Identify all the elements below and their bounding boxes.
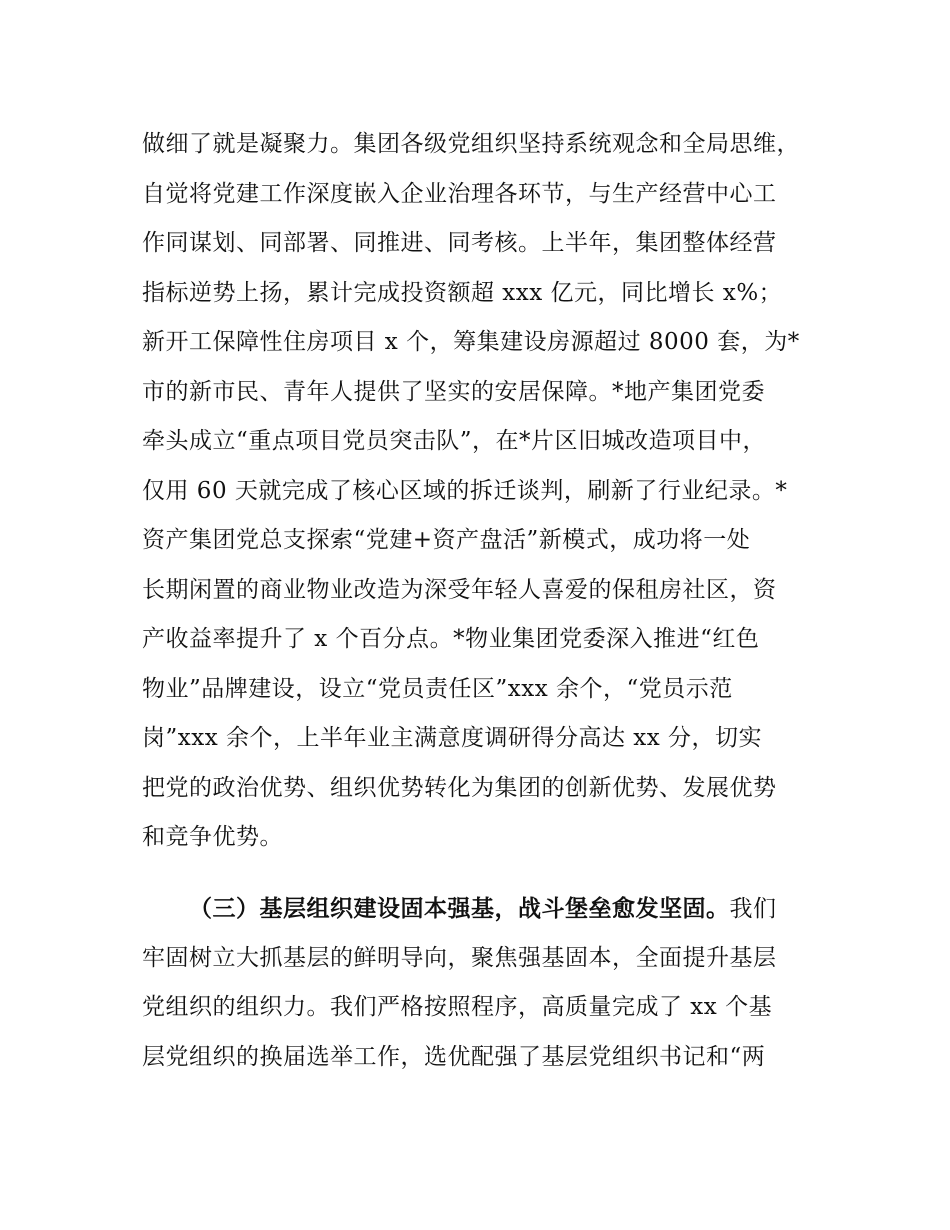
text-line: 党组织的组织力。我们严格按照程序，高质量完成了 xx 个基 [142,994,773,1020]
text-line: 和竞争优势。 [142,824,283,850]
text-line: 作同谋划、同部署、同推进、同考核。上半年，集团整体经营 [142,230,777,256]
text-line: 市的新市民、青年人提供了坚实的安居保障。*地产集团党委 [142,378,765,405]
text-line: 自觉将党建工作深度嵌入企业治理各环节，与生产经营中心工 [142,180,777,207]
heading-continuation: 我们 [729,896,777,922]
text-line: 指标逆势上扬，累计完成投资额超 xxx 亿元，同比增长 x%； [142,279,783,306]
text-line: 资产集团党总支探索“党建+资产盘活”新模式，成功将一处 [142,527,751,553]
section-heading: （三）基层组织建设固本强基，战斗堡垒愈发坚固。 [189,895,730,922]
text-line: 牵头成立“重点项目党员突击队”，在*片区旧城改造项目中， [142,428,767,454]
text-line: 产收益率提升了 x 个百分点。*物业集团党委深入推进“红色 [142,626,760,652]
text-line: 牢固树立大抓基层的鲜明导向，聚焦强基固本，全面提升基层 [142,944,777,971]
paragraph-grassroots [142,884,842,1082]
text-line: 做细了就是凝聚力。集团各级党组织坚持系统观念和全局思维， [142,131,800,157]
text-line: 物业”品牌建设，设立“党员责任区”xxx 余个，“党员示范 [142,675,733,702]
text-line: 长期闲置的商业物业改造为深受年轻人喜爱的保租房社区，资 [142,576,777,603]
text-line: 新开工保障性住房项目 x 个，筹集建设房源超过 8000 套，为* [142,329,800,355]
paragraph-first-line [142,884,842,934]
text-line: 层党组织的换届选举工作，选优配强了基层党组织书记和“两 [142,1043,766,1070]
text-line: 岗”xxx 余个，上半年业主满意度调研得分高达 xx 分，切实 [142,725,763,751]
paragraph-achievements [142,120,842,863]
text-line: 仅用 60 天就完成了核心区域的拆迁谈判，刷新了行业纪录。* [142,477,788,504]
text-line: 把党的政治优势、组织优势转化为集团的创新优势、发展优势 [142,774,777,801]
